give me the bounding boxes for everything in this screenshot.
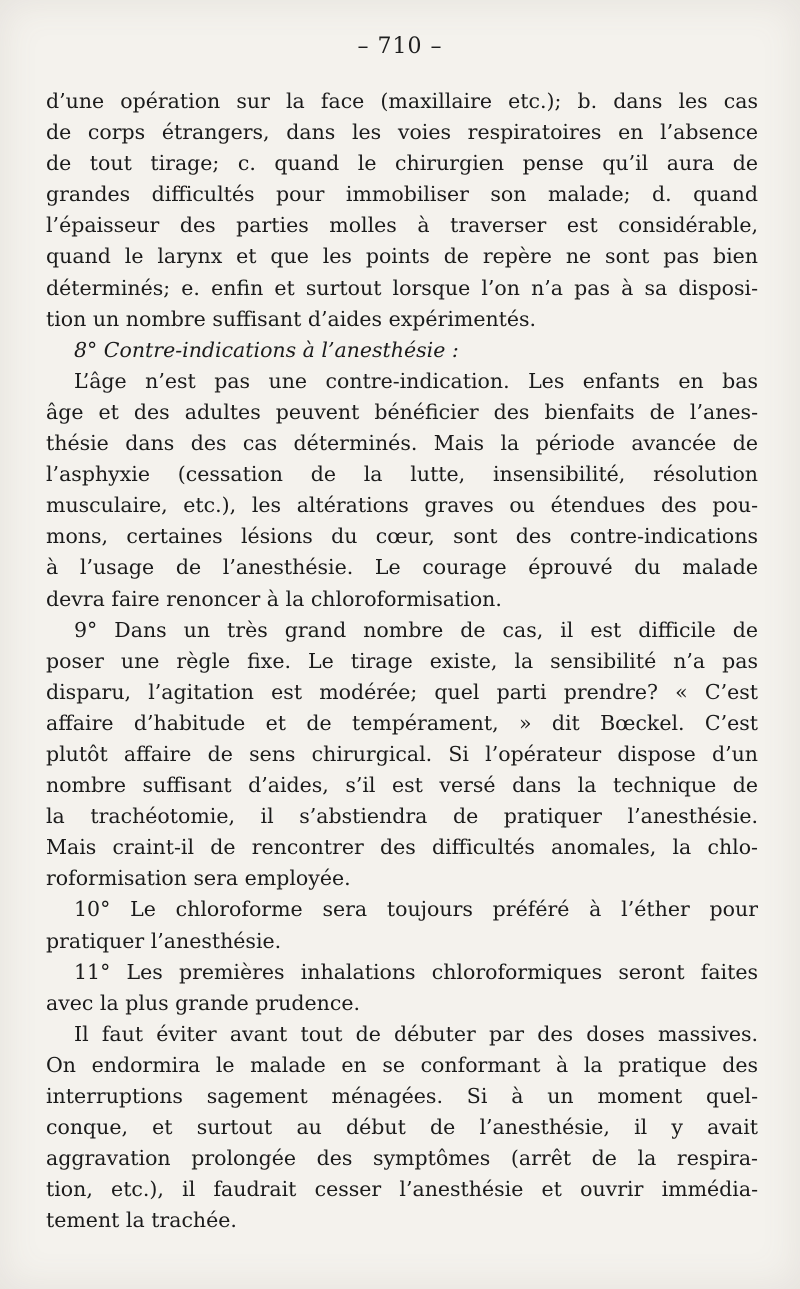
text-line: aggravation prolongée des symptômes (arrêt de la respira- [46, 1146, 758, 1171]
text-line: poser une règle fixe. Le tirage existe, la sensibilité n’a pas [46, 648, 758, 673]
page-number: – 710 – [357, 34, 443, 59]
text-line: de tout tirage; c. quand le chirurgien pense qu’il aura de [46, 151, 758, 176]
text-line: quand le larynx et que les points de repère ne sont pas bien [46, 244, 758, 269]
text-line: l’épaisseur des parties molles à traverser est considérable, [46, 213, 758, 238]
text-line: conque, et surtout au début de l’anesthésie, il y avait [46, 1115, 758, 1140]
text-line: Il faut éviter avant tout de débuter par des doses massives. [74, 1021, 758, 1046]
text-line: L’âge n’est pas une contre-indication. Les enfants en bas [74, 368, 758, 393]
text-line: On endormira le malade en se conformant à la pratique des [46, 1052, 758, 1077]
text-line: mons, certaines lésions du cœur, sont des contre-indications [46, 524, 758, 549]
text-line: interruptions sagement ménagées. Si à un moment quel- [46, 1084, 758, 1108]
text-line: âge et des adultes peuvent bénéficier des bienfaits de l’anes- [46, 399, 758, 424]
text-line: 9° Dans un très grand nombre de cas, il est difficile de [74, 617, 758, 642]
text-line: affaire d’habitude et de tempérament, » dit Bœckel. C’est [46, 710, 758, 735]
text-line: plutôt affaire de sens chirurgical. Si l’opérateur dispose d’un [46, 741, 758, 766]
text-line: disparu, l’agitation est modérée; quel parti prendre? « C’est [46, 679, 758, 704]
text-line: avec la plus grande prudence. [46, 990, 360, 1015]
text-line: la trachéotomie, il s’abstiendra de pratiquer l’anesthésie. [46, 804, 758, 829]
text-line: 8° Contre-indications à l’anesthésie : [74, 337, 459, 362]
text-line: déterminés; e. enfin et surtout lorsque l’on n’a pas à sa disposi- [46, 275, 758, 300]
text-line: de corps étrangers, dans les voies respiratoires en l’absence [46, 120, 758, 145]
text-line: d’une opération sur la face (maxillaire etc.); b. dans les cas [46, 89, 758, 113]
text-line: tion, etc.), il faudrait cesser l’anesthésie et ouvrir immédia- [46, 1177, 758, 1202]
text-line: à l’usage de l’anesthésie. Le courage éprouvé du malade [46, 555, 758, 580]
text-line: grandes difficultés pour immobiliser son malade; d. quand [46, 182, 758, 207]
text-line: devra faire renoncer à la chloroformisation. [46, 586, 502, 611]
text-line: tion un nombre suffisant d’aides expérimentés. [46, 306, 537, 331]
text-line: l’asphyxie (cessation de la lutte, insensibilité, résolution [46, 462, 758, 487]
body-text [46, 86, 758, 1236]
text-line: thésie dans des cas déterminés. Mais la période avancée de [46, 431, 758, 456]
text-line: musculaire, etc.), les altérations graves ou étendues des pou- [46, 493, 758, 518]
text-line: nombre suffisant d’aides, s’il est versé dans la technique de [46, 773, 758, 798]
text-line: pratiquer l’anesthésie. [46, 928, 282, 953]
text-line: 11° Les premières inhalations chloroformiques seront faites [74, 959, 758, 984]
text-line: tement la trachée. [46, 1208, 237, 1233]
text-line: roformisation sera employée. [46, 866, 351, 891]
text-line: Mais craint-il de rencontrer des difficultés anomales, la chlo- [46, 835, 758, 860]
text-line: 10° Le chloroforme sera toujours préféré à l’éther pour [74, 897, 758, 922]
